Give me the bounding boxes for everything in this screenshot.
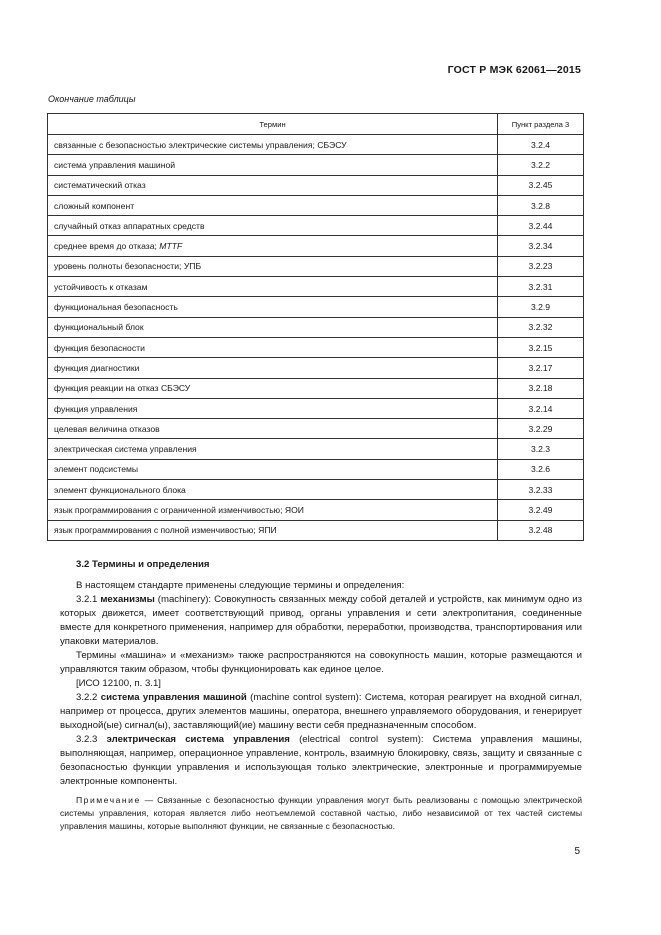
term-cell [48,175,498,195]
section-cell: 3.2.3 [498,439,584,459]
paragraph-machinery-note: Термины «машина» и «механизм» также распространяются на совокупность машин, которые размещаются и управляются таким образом, чтобы функционировать как единое целое. [60,650,582,675]
term-cell [48,439,498,459]
term-cell [48,378,498,398]
paragraph-definition-machine-control [60,691,582,733]
table-row [48,256,584,276]
section-cell: 3.2.49 [498,500,584,520]
term-text: язык программирования с полной изменчивостью; ЯПИ [54,525,277,536]
paragraph-definition-electrical-control [60,733,582,789]
table-caption: Окончание таблицы [48,94,136,104]
term-text: система управления машиной [54,159,176,170]
table-row [48,277,584,297]
note-label: Примечание [76,795,141,805]
term-cell [48,500,498,520]
section-cell: 3.2.14 [498,398,584,418]
section-cell: 3.2.8 [498,195,584,215]
table-row [48,358,584,378]
table-row [48,236,584,256]
section-cell: 3.2.48 [498,520,584,540]
definition-text: (machinery): Совокупность связанных между собой деталей и устройств, как минимум одно из которых движется, имеет соответствующий привод, органы управления и сети электропитания, соединенные вместе для конкретного применения, например для обработки, переработки, производства, транспортирования или упаковки материалов. [60,594,582,647]
term-cell [48,398,498,418]
table-row [48,297,584,317]
table-row [48,337,584,357]
paragraph-intro: В настоящем стандарте применены следующие термины и определения: [76,580,405,591]
term-text: функция безопасности [54,342,145,353]
term-text: функциональная безопасность [54,302,178,313]
table-row [48,459,584,479]
table-header-row [48,114,584,135]
term-cell [48,216,498,236]
section-cell: 3.2.4 [498,135,584,155]
definition-text: (machine control system): Система, которая реагирует на входной сигнал, например от процесса, других элементов машины, оператора, внешнего управляемого оборудования, и генерирует выходной(ые) сигнал(ы), заставляющий(ие) машину вести себя предназначенным способом. [60,692,582,731]
definition-term: механизмы [100,594,155,605]
term-abbreviation: MTTF [159,241,183,252]
term-cell [48,459,498,479]
table-body [48,135,584,541]
term-text: устойчивость к отказам [54,281,148,292]
definition-number: 3.2.3 [76,734,107,745]
table-row [48,419,584,439]
note-text: — Связанные с безопасностью функции управления могут быть реализованы с помощью электрической системы управления, которая является либо неотъемлемой составной частью, либо независимой от тех частей системы управления машины, которые выполняют функции, не связанные с безопасностью. [60,795,582,831]
table-row [48,439,584,459]
section-cell: 3.2.18 [498,378,584,398]
column-header-term: Термин [48,114,498,135]
term-cell [48,297,498,317]
term-cell [48,480,498,500]
section-cell: 3.2.29 [498,419,584,439]
paragraph-reference: [ИСО 12100, п. 3.1] [76,678,161,689]
term-text: уровень полноты безопасности; УПБ [54,261,202,272]
table-row [48,520,584,540]
section-cell: 3.2.33 [498,480,584,500]
term-cell [48,155,498,175]
term-cell [48,337,498,357]
table-row [48,500,584,520]
table-row [48,135,584,155]
definition-text: (electrical control system): Система управления машины, выполняющая, например, операционное управление, контроль, взаимную блокировку, связь, защиту и связанные с безопасностью функции управления и использующая только электрические, электронные и программируемые электронные компоненты. [60,734,583,787]
section-title: 3.2 Термины и определения [76,559,210,570]
term-text: функция реакции на отказ СБЭСУ [54,383,191,394]
term-cell [48,277,498,297]
term-text: язык программирования с ограниченной изменчивостью; ЯОИ [54,504,304,515]
note-paragraph [60,794,582,833]
section-cell: 3.2.6 [498,459,584,479]
term-text: систематический отказ [54,180,146,191]
definition-number: 3.2.1 [76,594,101,605]
section-body [60,558,582,842]
term-cell [48,236,498,256]
table-row [48,398,584,418]
table-row [48,317,584,337]
document-id-header: ГОСТ Р МЭК 62061—2015 [447,64,581,76]
term-text: элемент подсистемы [54,464,139,475]
section-cell: 3.2.2 [498,155,584,175]
term-cell [48,195,498,215]
term-cell [48,419,498,439]
definition-number: 3.2.2 [76,692,101,703]
table-row [48,480,584,500]
term-text: электрическая система управления [54,444,197,455]
table-row [48,195,584,215]
term-text: функция диагностики [54,362,140,373]
term-text: связанные с безопасностью электрические системы управления; СБЭСУ [54,139,347,150]
term-text: случайный отказ аппаратных средств [54,220,205,231]
term-cell [48,520,498,540]
term-cell [48,256,498,276]
table-row [48,216,584,236]
term-cell [48,317,498,337]
definition-term: электрическая система управления [106,734,290,745]
table-row [48,155,584,175]
terms-table [47,113,584,541]
table-row [48,378,584,398]
term-cell [48,358,498,378]
page-number: 5 [574,846,580,857]
section-cell: 3.2.17 [498,358,584,378]
definition-term: система управления машиной [100,692,247,703]
term-text: функция управления [54,403,138,414]
term-text: целевая величина отказов [54,423,160,434]
section-cell: 3.2.44 [498,216,584,236]
term-text: функциональный блок [54,322,144,333]
section-cell: 3.2.32 [498,317,584,337]
section-cell: 3.2.31 [498,277,584,297]
term-text: элемент функционального блока [54,484,186,495]
paragraph-definition-machinery [60,593,582,649]
section-cell: 3.2.15 [498,337,584,357]
section-cell: 3.2.45 [498,175,584,195]
term-text: среднее время до отказа; [54,241,160,252]
section-cell: 3.2.23 [498,256,584,276]
column-header-section: Пункт раздела 3 [498,114,584,135]
term-cell [48,135,498,155]
table-row [48,175,584,195]
section-cell: 3.2.9 [498,297,584,317]
term-text: сложный компонент [54,200,135,211]
section-cell: 3.2.34 [498,236,584,256]
